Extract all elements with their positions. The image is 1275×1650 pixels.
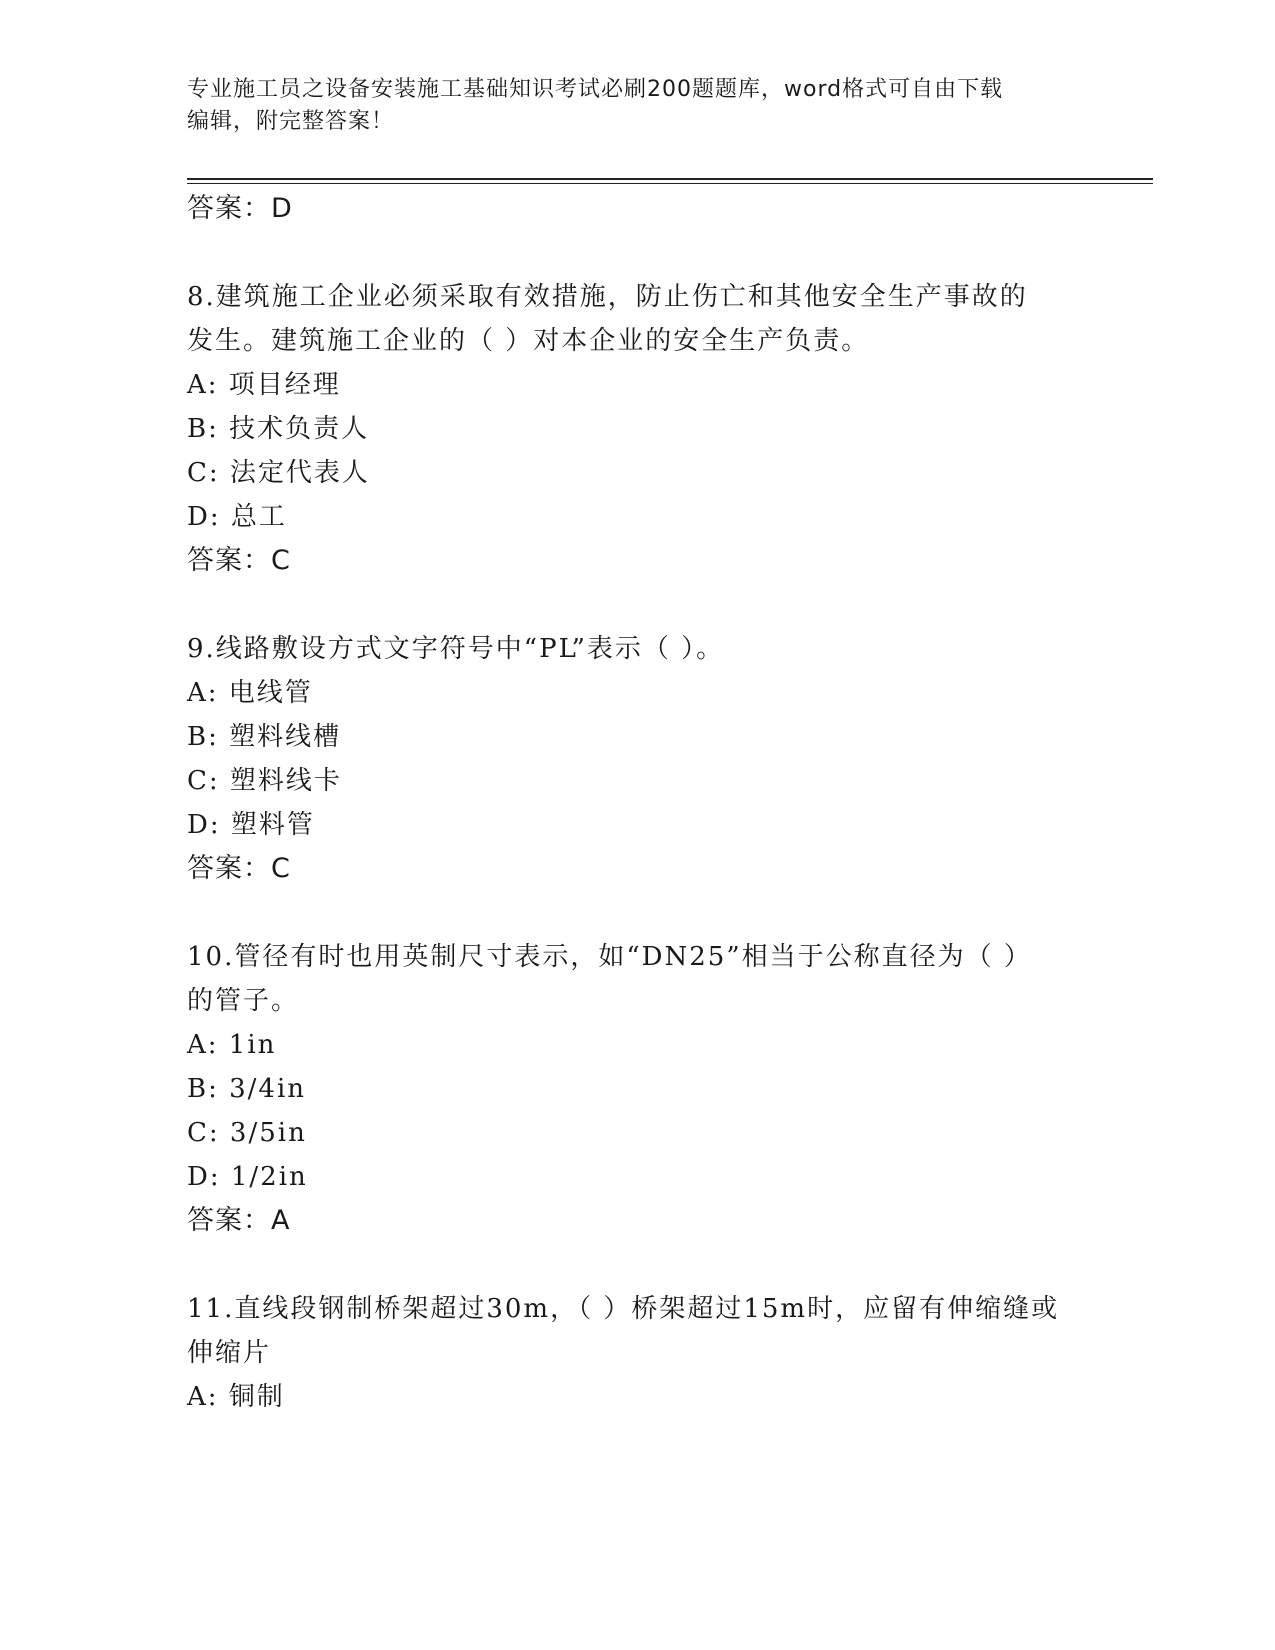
question-10-stem-line-2: 的管子。 bbox=[187, 986, 300, 1016]
question-10-option-a: A: 1in bbox=[187, 1030, 277, 1060]
question-9-stem-line-1: 9.线路敷设方式文字符号中“PL”表示（ ）。 bbox=[187, 634, 725, 664]
question-10-option-d: D: 1/2in bbox=[187, 1162, 308, 1192]
question-11-stem-line-1: 11.直线段钢制桥架超过30m，（ ）桥架超过15m时，应留有伸缩缝或 bbox=[187, 1294, 1060, 1324]
question-9-option-b: B: 塑料线槽 bbox=[187, 722, 342, 752]
question-9-answer: 答案：C bbox=[187, 853, 291, 884]
question-9-option-c: C: 塑料线卡 bbox=[187, 766, 342, 796]
question-10-stem-line-1: 10.管径有时也用英制尺寸表示，如“DN25”相当于公称直径为（ ） bbox=[187, 942, 1032, 972]
question-10-answer: 答案：A bbox=[187, 1205, 291, 1236]
question-8-answer: 答案：C bbox=[187, 545, 291, 576]
question-11-option-a: A: 铜制 bbox=[187, 1382, 285, 1412]
question-10-option-c: C: 3/5in bbox=[187, 1118, 307, 1148]
previous-answer: 答案：D bbox=[187, 193, 293, 224]
question-9-option-d: D: 塑料管 bbox=[187, 810, 315, 840]
question-8-option-d: D: 总工 bbox=[187, 502, 287, 532]
question-8-option-c: C: 法定代表人 bbox=[187, 458, 370, 488]
question-11-stem-line-2: 伸缩片 bbox=[187, 1338, 272, 1368]
question-8-stem-line-2: 发生。建筑施工企业的（ ）对本企业的安全生产负责。 bbox=[187, 326, 870, 356]
header-line-1: 专业施工员之设备安装施工基础知识考试必刷200题题库，word格式可自由下载 bbox=[187, 77, 1004, 102]
question-8-option-a: A: 项目经理 bbox=[187, 370, 341, 400]
question-8-option-b: B: 技术负责人 bbox=[187, 414, 370, 444]
question-9-option-a: A: 电线管 bbox=[187, 678, 313, 708]
document-header bbox=[187, 74, 1087, 138]
header-divider-thick bbox=[187, 178, 1153, 180]
question-8-stem-line-1: 8.建筑施工企业必须采取有效措施，防止伤亡和其他安全生产事故的 bbox=[187, 282, 1028, 312]
question-10-option-b: B: 3/4in bbox=[187, 1074, 307, 1104]
header-divider-thin bbox=[187, 183, 1153, 184]
header-line-2: 编辑，附完整答案！ bbox=[187, 109, 395, 134]
